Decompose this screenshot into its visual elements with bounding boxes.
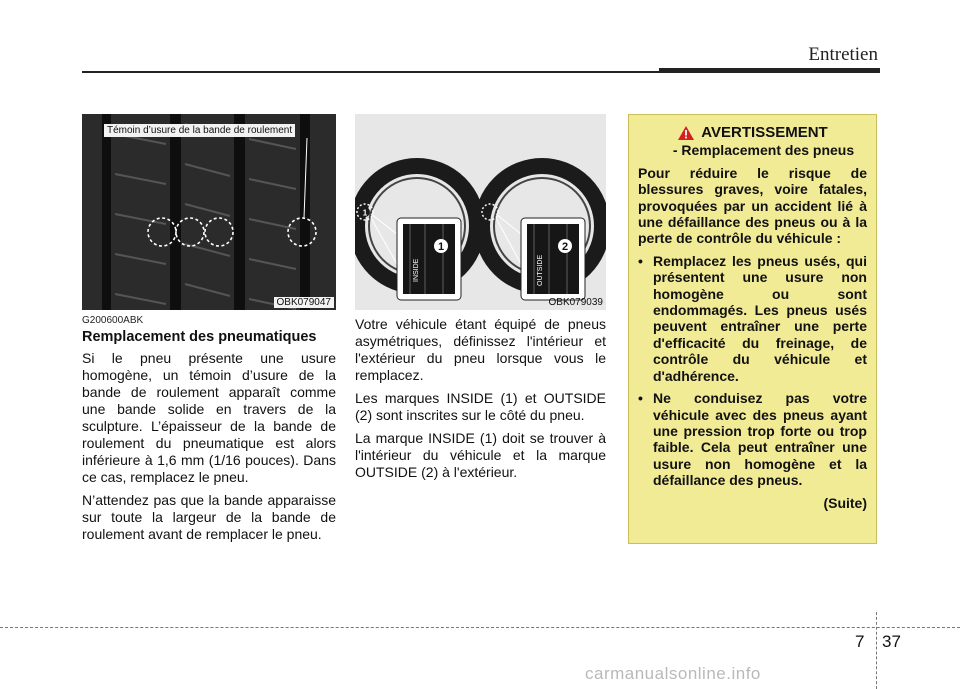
tread-wear-figure [82, 114, 336, 310]
article-title: Remplacement des pneumatiques [82, 329, 317, 345]
list-item: • Ne conduisez pas votre véhicule avec des pneus ayant une pression trop forte ou trop faible. Cela peut entraîner une usure non homogène et la défaillance des pneus. [638, 390, 867, 488]
tire-tread-illustration [82, 114, 336, 310]
tire-sidewall-illustration [355, 114, 606, 310]
continued-label: (Suite) [823, 494, 867, 511]
marker-2: 2 [561, 241, 569, 253]
inside-label: INSIDE [413, 258, 420, 282]
header-rule [82, 71, 662, 73]
warning-list [638, 253, 867, 489]
figure-code: OBK079047 [274, 297, 335, 308]
column2-body [355, 316, 606, 487]
wear-indicator-callout: Témoin d’usure de la bande de roulement [104, 124, 295, 137]
figure-code: OBK079039 [548, 297, 603, 308]
warning-subtitle: - Remplacement des pneus [672, 142, 855, 159]
footer-divider [876, 612, 877, 689]
list-item: • Remplacez les pneus usés, qui présentent une usure non homogène ou sont endommagés. Les pneus usés peuvent entraîner une perte d'efficacité du freinage, de contrôle du véhicule et d'adhérence. [638, 253, 867, 384]
chapter-number: 7 [855, 632, 865, 651]
outside-label: OUTSIDE [537, 254, 544, 286]
paragraph: Les marques INSIDE (1) et OUTSIDE (2) sont inscrites sur le côté du pneu. [355, 390, 606, 423]
document-code: G200600ABK [82, 315, 144, 326]
header-rule-thick [659, 68, 880, 73]
paragraph: Votre véhicule étant équipé de pneus asymétriques, définissez l'intérieur et l'extérieur du pneu lorsque vous le remplacez. [355, 316, 606, 383]
marker-1: 1 [437, 241, 445, 253]
tire-sidewall-figure [355, 114, 606, 310]
paragraph: La marque INSIDE (1) doit se trouver à l'intérieur du véhicule et la marque OUTSIDE (2) à l'extérieur. [355, 430, 606, 480]
page-number: 37 [882, 632, 901, 651]
warning-title: AVERTISSEMENT [701, 124, 828, 141]
footer-rule [0, 627, 960, 628]
warning-header [638, 125, 867, 141]
article-body [82, 350, 336, 549]
watermark: carmanualsonline.info [585, 664, 761, 683]
marker-1-small: 1 [362, 208, 368, 218]
warning-triangle-icon [677, 125, 695, 141]
warning-intro: Pour réduire le risque de blessures graves, voire fatales, provoquées par un accident lié à une défaillance des pneus ou à la perte de contrôle du véhicule : [638, 164, 867, 247]
warning-box [628, 114, 877, 544]
section-title: Entretien [808, 44, 878, 65]
paragraph: Si le pneu présente une usure homogène, un témoin d’usure de la bande de roulement apparaît comme une bande solide en travers de la sculpture. L’épaisseur de la bande de roulement du pneumatique est alors inférieure à 1,6 mm (1/16 pouces). Dans ce cas, remplacez le pneu. [82, 350, 336, 485]
paragraph: N’attendez pas que la bande apparaisse sur toute la largeur de la bande de roulement avant de remplacer le pneu. [82, 492, 336, 542]
